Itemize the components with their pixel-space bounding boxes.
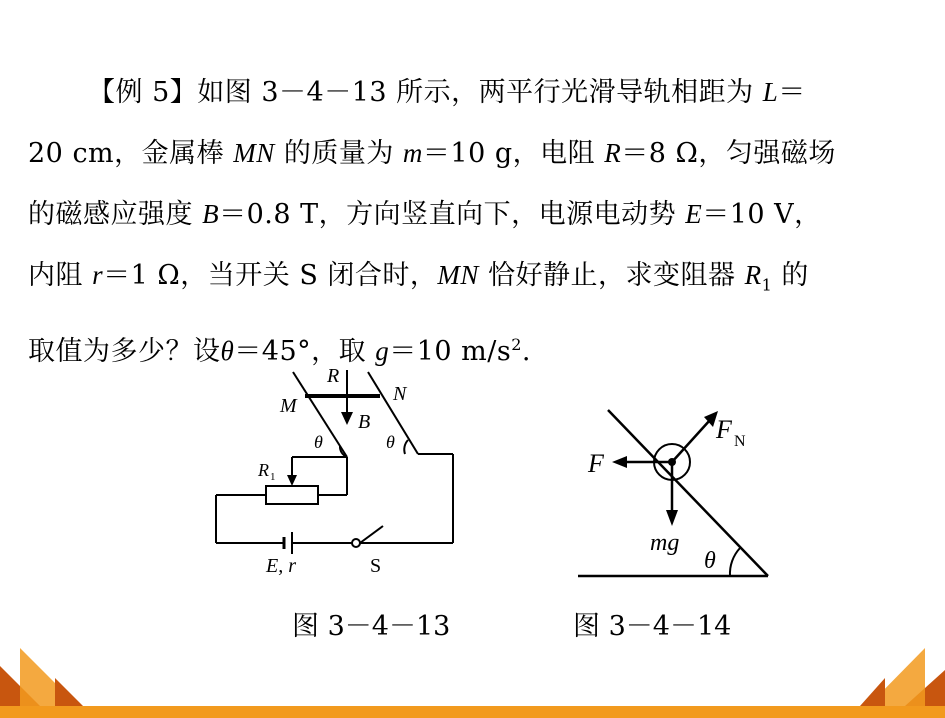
label-FN: F xyxy=(716,415,732,444)
label-R1: R xyxy=(258,460,269,480)
label-F: F xyxy=(588,449,604,478)
label-mg: mg xyxy=(650,530,680,556)
resistor-R1 xyxy=(266,486,318,504)
theta-arc xyxy=(730,548,740,576)
footer-triangle-right-3 xyxy=(860,678,885,706)
caption-fig-14: 图 3－4－14 xyxy=(573,611,732,642)
label-FN-sub: N xyxy=(734,433,746,450)
label-M: M xyxy=(280,395,297,417)
label-N: N xyxy=(393,383,407,405)
example-label: 【例 5】 xyxy=(88,77,198,108)
ball-center xyxy=(668,458,676,466)
problem-text: 【例 5】如图 3－4－13 所示，两平行光滑导轨相距为 L＝ 20 cm，金属棒 MN 的质量为 m＝10 g，电阻 R＝8 Ω，匀强磁场 的磁感应强度 B＝0.8 T，方向竖直向下，电源电动势 E＝10 V， 内阻 r＝1 Ω，当开关 S 闭合时，MN 恰好静止，求变阻器 $R_1$ 的 取值为多少？设θ＝45°，取 g＝10 $m/s^2$. xyxy=(28,77,836,368)
label-theta-right: θ xyxy=(386,432,395,452)
force-FN-line xyxy=(672,420,710,462)
force-F-arrowhead xyxy=(612,456,627,468)
label-theta: θ xyxy=(704,548,716,574)
b-arrowhead xyxy=(341,412,353,425)
footer-bar xyxy=(0,706,945,718)
circuit-diagram xyxy=(200,360,480,590)
caption-fig-13: 图 3－4－13 xyxy=(292,611,451,642)
label-E-r: E, r xyxy=(266,555,296,577)
switch-lever xyxy=(360,526,383,543)
label-S: S xyxy=(370,555,382,577)
theta-arc-right xyxy=(404,440,408,454)
force-diagram xyxy=(570,400,780,585)
footer-triangle-left-3 xyxy=(55,678,83,706)
switch-contact xyxy=(352,539,360,547)
footer-decoration xyxy=(0,648,945,718)
label-R1-sub: 1 xyxy=(270,471,276,483)
force-mg-arrowhead xyxy=(666,510,678,526)
r1-slider-arrowhead xyxy=(287,475,297,486)
label-B: B xyxy=(358,411,371,433)
label-theta-left: θ xyxy=(314,432,323,452)
label-R: R xyxy=(327,365,340,387)
